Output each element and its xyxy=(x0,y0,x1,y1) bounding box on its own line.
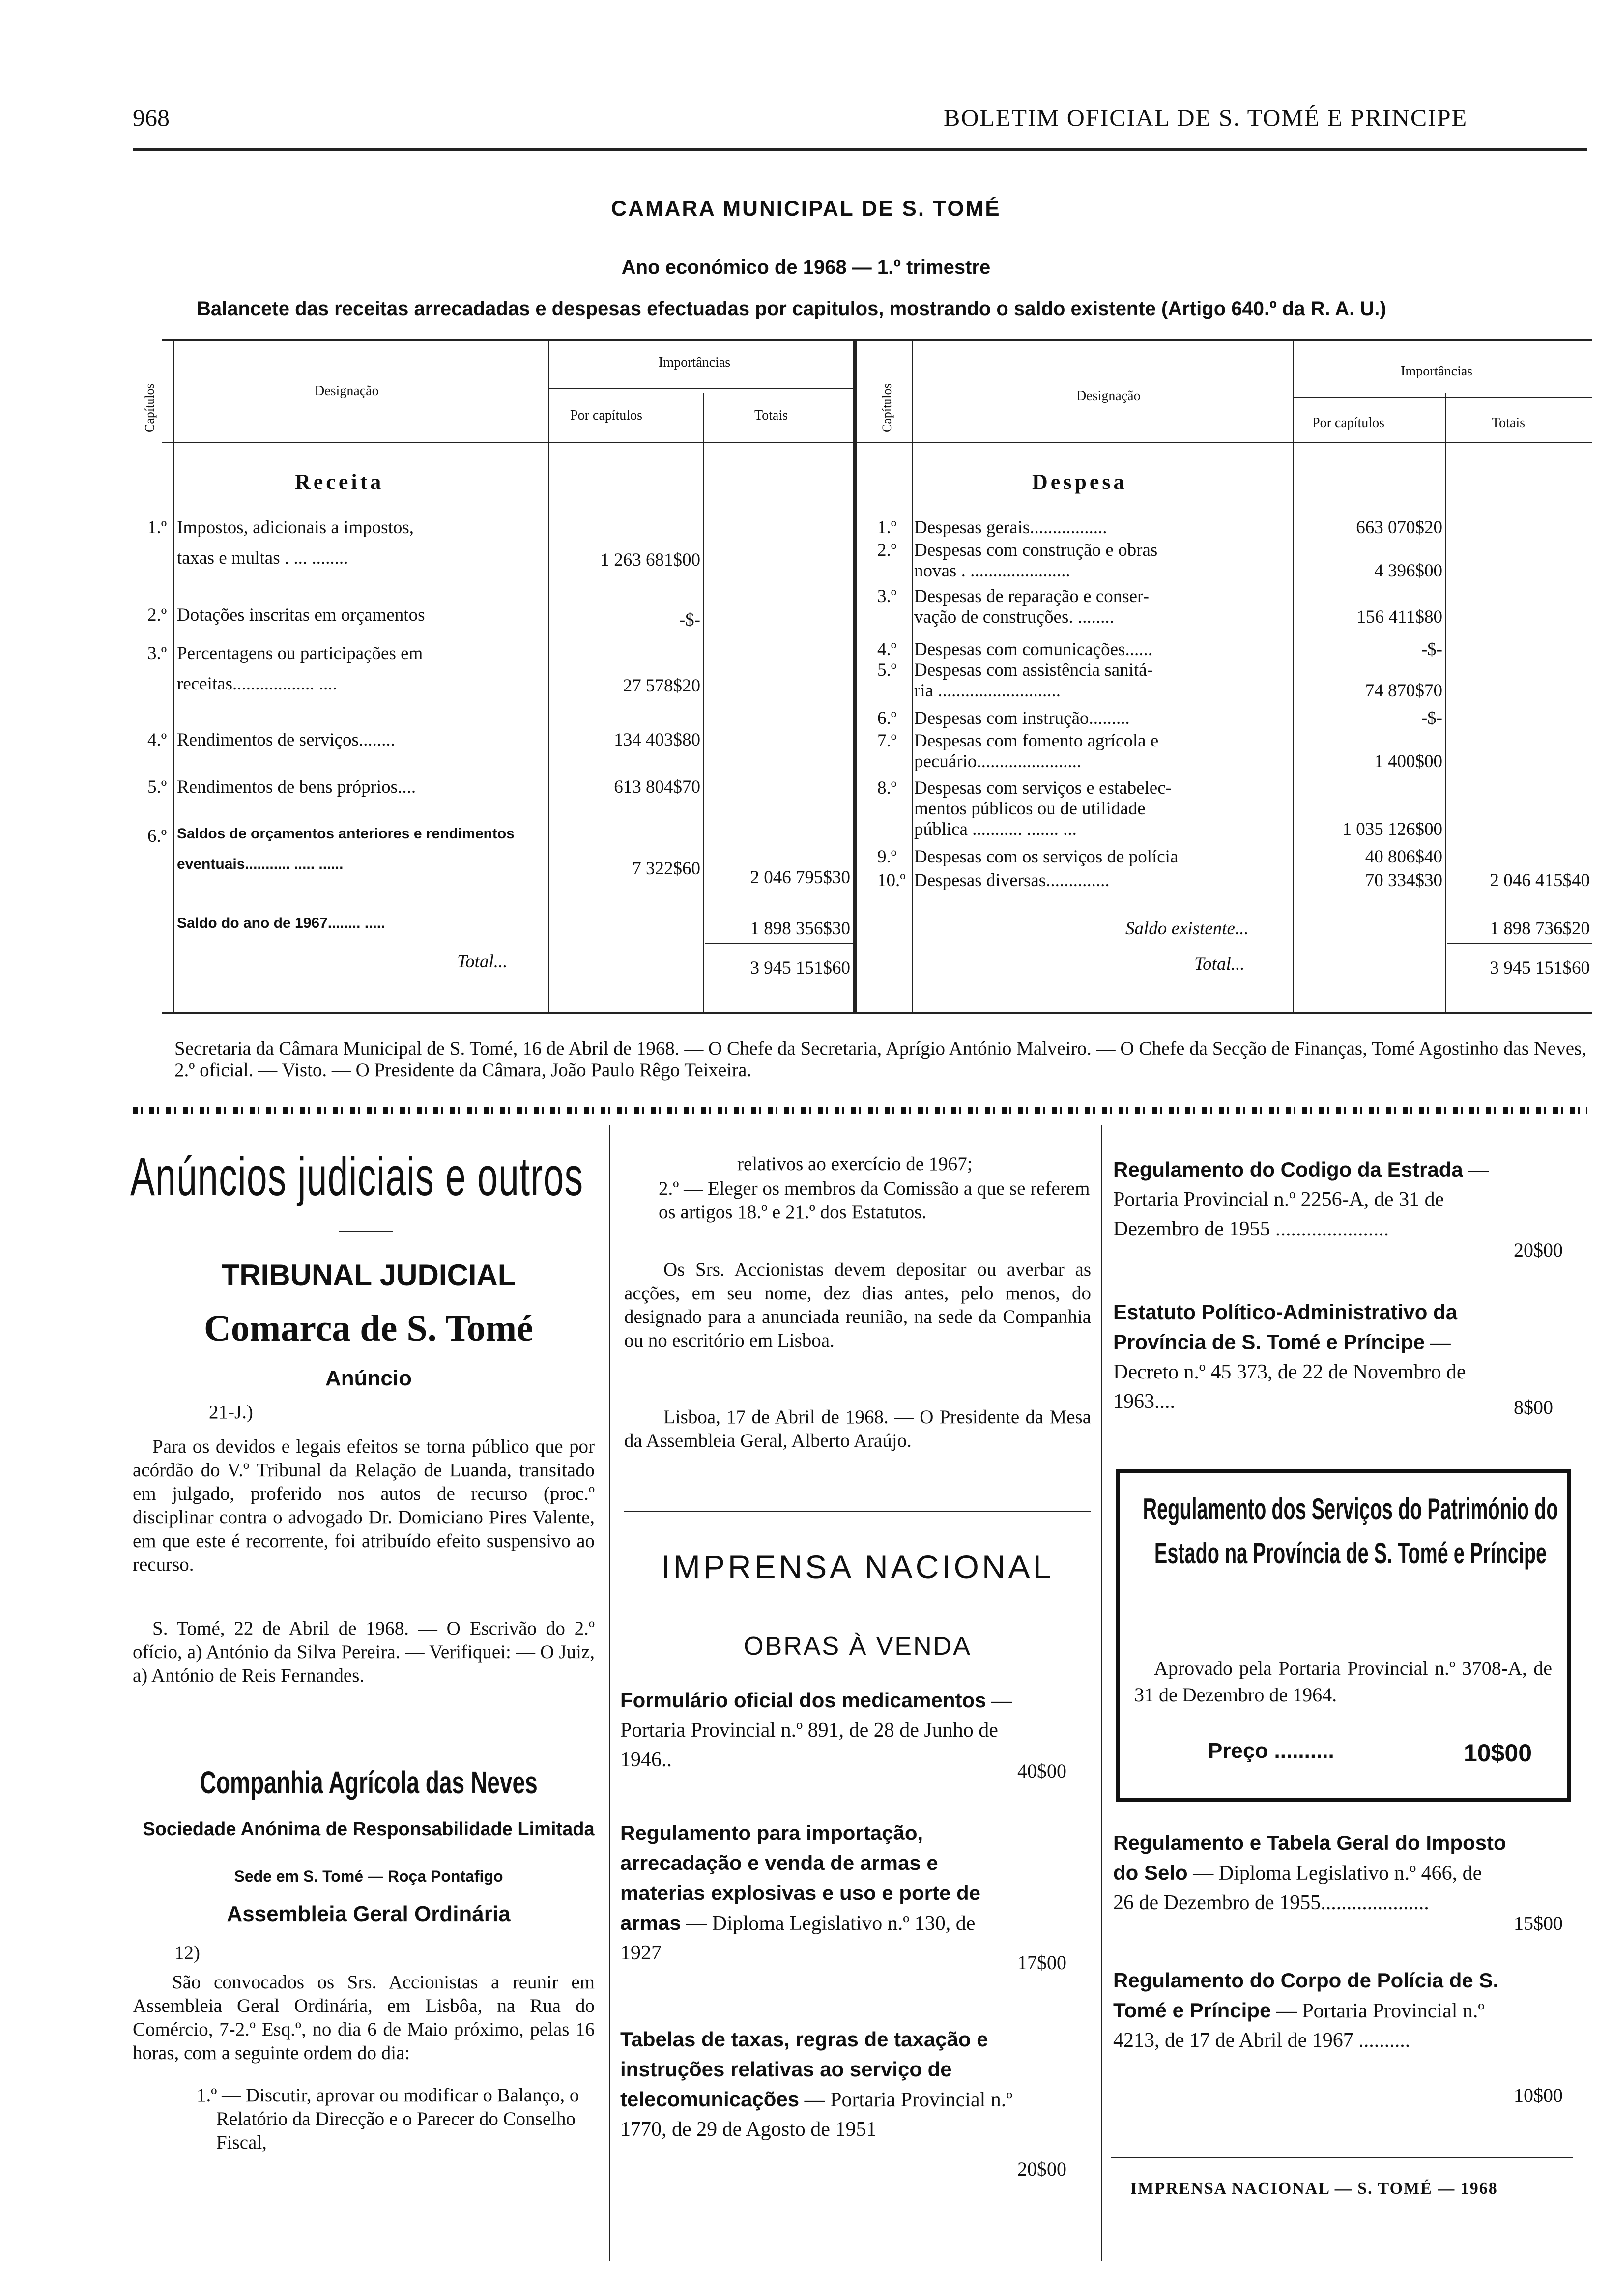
row-description: eventuais........... ..... ...... xyxy=(177,856,344,872)
catalog-item xyxy=(1113,1966,1506,2055)
col-sep xyxy=(703,393,704,1012)
row-description: Despesas com fomento agrícola e xyxy=(914,731,1159,751)
receita-saldo-label: Saldo do ano de 1967........ ..... xyxy=(177,915,385,931)
row-por-capitulos: -$- xyxy=(1421,639,1442,660)
imprint-line: IMPRENSA NACIONAL — S. TOMÉ — 1968 xyxy=(1130,2180,1498,2198)
anuncio-text: Para os devidos e legais efeitos se torna público que por acórdão do V.º Tribunal da Relação de Luanda, transitado em julgado, proferido nos autos de recurso (proc.º disciplinar contra o advogado Dr. Domiciano Pires Valente, em que este é recorrente, foi atribuído efeito suspensivo ao recurso. xyxy=(133,1436,595,1575)
row-description: Despesas de reparação e conser- xyxy=(914,586,1149,606)
row-por-capitulos: 27 578$20 xyxy=(623,676,700,696)
th-totais: Totais xyxy=(754,408,788,423)
assembly-text: São convocados os Srs. Accionistas a reunir em Assembleia Geral Ordinária, em Lisbôa, na Rua do Comércio, 7-2.º Esq.º, no dia 6 de Maio próximo, pelas 16 horas, com a seguinte ordem do dia: xyxy=(133,1972,595,2064)
anuncio-sign: S. Tomé, 22 de Abril de 1968. — O Escrivão do 2.º ofício, a) António da Silva Pereira. — Verifiquei: — O Juiz, a) António de Reis Fernandes. xyxy=(133,1618,595,1686)
row-number: 3.º xyxy=(877,586,897,606)
catalog-item xyxy=(1113,1155,1506,1244)
ornament-divider xyxy=(133,1107,1587,1114)
row-description: Rendimentos de serviços........ xyxy=(177,730,395,750)
catalog-item-price: 20$00 xyxy=(1017,2158,1066,2180)
row-por-capitulos: 40 806$40 xyxy=(1365,847,1442,867)
row-por-capitulos: 134 403$80 xyxy=(614,730,700,750)
row-number: 10.º xyxy=(877,870,906,890)
column-divider xyxy=(1101,1125,1102,2261)
row-totais: 2 046 795$30 xyxy=(750,867,850,888)
catalog-item-title: Regulamento para importação, arrecadação e venda de armas e materias explosivas e uso e porte de armas xyxy=(620,1821,980,1934)
catalog-item-title: Regulamento do Codigo da Estrada xyxy=(1113,1158,1463,1181)
row-por-capitulos: 4 396$00 xyxy=(1374,561,1442,581)
row-por-capitulos: 156 411$80 xyxy=(1356,607,1442,627)
section-subtitle: Ano económico de 1968 — 1.º trimestre xyxy=(621,257,991,278)
assembly-heading: Assembleia Geral Ordinária xyxy=(227,1902,511,1926)
company-type: Sociedade Anónima de Responsabilidade Limitada xyxy=(143,1819,595,1839)
th-importancias: Importâncias xyxy=(1401,364,1473,379)
row-por-capitulos: 7 322$60 xyxy=(632,859,700,879)
row-number: 4.º xyxy=(877,639,897,660)
row-por-capitulos: 1 035 126$00 xyxy=(1342,819,1442,839)
receita-heading: Receita xyxy=(295,470,384,494)
row-por-capitulos: 70 334$30 xyxy=(1365,870,1442,890)
row-number: 8.º xyxy=(877,778,897,798)
row-number: 5.º xyxy=(877,660,897,680)
row-totais: 2 046 415$40 xyxy=(1490,870,1590,890)
th-por-capitulos: Por capítulos xyxy=(1312,415,1384,430)
row-sep xyxy=(548,388,853,389)
row-description: ria ........................... xyxy=(914,681,1061,701)
table-bottom-rule xyxy=(162,1012,1592,1014)
catalog-item-title: Tabelas de taxas, regras de taxação e instruções relativas ao serviço de telecomunicações xyxy=(620,2028,988,2111)
catalog-item-text: — Diploma Legislativo n.º 130, de 1927 xyxy=(620,1912,976,1964)
catalog-item xyxy=(1113,1297,1506,1416)
th-por-capitulos: Por capítulos xyxy=(570,408,642,423)
col-sep xyxy=(173,341,174,1012)
row-number: 6.º xyxy=(877,708,897,728)
row-description: Despesas com comunicações...... xyxy=(914,639,1152,660)
table-center-divider xyxy=(853,339,857,1012)
catalog-item-text: — Portaria Provincial n.º 4213, de 17 de Abril de 1967 .......... xyxy=(1113,2000,1485,2052)
catalog-item xyxy=(620,1686,1013,1775)
th-importancias: Importâncias xyxy=(659,355,731,370)
comarca-heading: Comarca de S. Tomé xyxy=(204,1308,533,1349)
row-description: Despesas com instrução......... xyxy=(914,708,1130,728)
row-description: Despesas com serviços e estabelec- xyxy=(914,778,1172,798)
receita-total-label: Total... xyxy=(457,951,508,972)
catalog-item-text: — Decreto n.º 45 373, de 22 de Novembro de 1963.... xyxy=(1113,1331,1466,1413)
publication-title: BOLETIM OFICIAL DE S. TOMÉ E PRINCIPE xyxy=(944,104,1468,131)
row-description: Impostos, adicionais a impostos, xyxy=(177,517,414,538)
short-rule xyxy=(339,1231,393,1232)
assembly-sign: Lisboa, 17 de Abril de 1968. — O Presidente da Mesa da Assembleia Geral, Alberto Araújo. xyxy=(624,1406,1091,1451)
advert-box-price-label: Preço .......... xyxy=(1208,1739,1334,1763)
agenda-continuation: relativos ao exercício de 1967; xyxy=(737,1153,973,1175)
catalog-item-price: 8$00 xyxy=(1514,1396,1553,1418)
catalog-item-price: 10$00 xyxy=(1514,2084,1563,2106)
row-description: pública ........... ....... ... xyxy=(914,819,1077,839)
advert-box-text: Aprovado pela Portaria Provincial n.º 3708-A, de 31 de Dezembro de 1964. xyxy=(1134,1657,1552,1706)
despesa-saldo-label: Saldo existente... xyxy=(1125,918,1249,939)
anuncio-heading: Anúncio xyxy=(325,1366,412,1390)
row-sep xyxy=(1293,397,1592,398)
catalog-item-title: Formulário oficial dos medicamentos xyxy=(620,1689,986,1712)
agenda-item-1: 1.º — Discutir, aprovar ou modificar o Balanço, o Relatório da Direcção e o Parecer do Conselho Fiscal, xyxy=(197,2085,579,2153)
column-divider xyxy=(609,1125,610,2261)
row-description: receitas.................. .... xyxy=(177,674,337,694)
th-totais: Totais xyxy=(1492,415,1526,430)
header-rule xyxy=(133,148,1587,151)
company-seat: Sede em S. Tomé — Roça Pontafigo xyxy=(234,1867,503,1885)
table-top-rule xyxy=(162,339,1592,341)
row-description: Despesas gerais................. xyxy=(914,517,1107,538)
row-number: 1.º xyxy=(147,517,167,538)
row-number: 2.º xyxy=(877,540,897,560)
company-name xyxy=(133,1764,604,1801)
row-number: 9.º xyxy=(877,847,897,867)
row-number: 6.º xyxy=(147,826,167,846)
row-number: 7.º xyxy=(877,731,897,751)
row-por-capitulos: 1 263 681$00 xyxy=(600,550,700,570)
section-description: Balancete das receitas arrecadadas e despesas efectuadas por capitulos, mostrando o saldo existente (Artigo 640.º da R. A. U.) xyxy=(197,298,1386,319)
col-sep xyxy=(1445,393,1446,1012)
row-por-capitulos: -$- xyxy=(679,610,700,630)
obras-heading: OBRAS À VENDA xyxy=(744,1632,972,1661)
catalog-item xyxy=(620,2025,1013,2144)
row-description: Saldos de orçamentos anteriores e rendimentos xyxy=(177,826,515,842)
catalog-item-price: 17$00 xyxy=(1017,1952,1066,1974)
row-por-capitulos: 663 070$20 xyxy=(1356,517,1442,538)
imprensa-heading: IMPRENSA NACIONAL xyxy=(661,1549,1054,1585)
catalog-item-price: 40$00 xyxy=(1017,1760,1066,1782)
row-description: novas . ...................... xyxy=(914,561,1070,581)
row-description: vação de construções. ........ xyxy=(914,607,1114,627)
catalog-item-text: — Portaria Provincial n.º 891, de 28 de Junho de 1946.. xyxy=(620,1690,1012,1771)
catalog-item-text: — Portaria Provincial n.º 1770, de 29 de Agosto de 1951 xyxy=(620,2089,1013,2141)
row-description: Dotações inscritas em orçamentos xyxy=(177,605,425,625)
row-number: 1.º xyxy=(877,517,897,538)
despesa-heading: Despesa xyxy=(1032,470,1127,494)
th-capitulos: Capítulos xyxy=(880,383,894,432)
row-description: Rendimentos de bens próprios.... xyxy=(177,777,416,797)
row-por-capitulos: 1 400$00 xyxy=(1374,751,1442,772)
receita-saldo-value: 1 898 356$30 xyxy=(750,918,850,939)
catalog-item-price: 15$00 xyxy=(1514,1912,1563,1934)
row-number: 2.º xyxy=(147,605,167,625)
row-por-capitulos: -$- xyxy=(1421,708,1442,728)
th-designacao: Designação xyxy=(315,383,379,399)
despesa-total-label: Total... xyxy=(1194,954,1245,974)
catalog-item xyxy=(620,1818,1013,1968)
deposit-text: Os Srs. Accionistas devem depositar ou averbar as acções, em seu nome, dez dias antes, pelo menos, do designado para a anunciada reunião, na sede da Companhia ou no escritório em Lisboa. xyxy=(624,1259,1091,1351)
catalog-item-text: — Diploma Legislativo n.º 466, de 26 de Dezembro de 1955..................... xyxy=(1113,1862,1482,1914)
balance-footnote: Secretaria da Câmara Municipal de S. Tomé, 16 de Abril de 1968. — O Chefe da Secretaria, Aprígio António Malveiro. — O Chefe da Secção de Finanças, Tomé Agostinho das Neves, 2.º oficial. — Visto. — O Presidente da Câmara, João Paulo Rêgo Teixeira. xyxy=(174,1038,1586,1081)
total-rule xyxy=(705,943,853,944)
catalog-item-title: Estatuto Político-Administrativo da Província de S. Tomé e Príncipe xyxy=(1113,1300,1458,1353)
catalog-item-title: Regulamento e Tabela Geral do Imposto do Selo xyxy=(1113,1831,1506,1884)
column-rule xyxy=(624,1511,1091,1512)
advert-box-price: 10$00 xyxy=(1464,1739,1532,1767)
row-description: Percentagens ou participações em xyxy=(177,643,423,663)
advert-box xyxy=(1116,1469,1571,1802)
catalog-item-price: 20$00 xyxy=(1514,1239,1563,1261)
receita-total-value: 3 945 151$60 xyxy=(750,958,850,978)
row-number: 3.º xyxy=(147,643,167,663)
column-rule xyxy=(1111,2157,1573,2158)
agenda-item-2: 2.º — Eleger os membros da Comissão a que se referem os artigos 18.º e 21.º dos Estatutos. xyxy=(659,1178,1090,1223)
col-sep xyxy=(1293,341,1294,1012)
row-description: Despesas com construção e obras xyxy=(914,540,1158,560)
col-sep xyxy=(912,341,913,1012)
catalog-item-title: Regulamento do Corpo de Polícia de S. Tomé e Príncipe xyxy=(1113,1969,1499,2022)
despesa-total-value: 3 945 151$60 xyxy=(1490,958,1590,978)
section-heading-anuncios: Anúncios judiciais e outros xyxy=(130,1147,584,1207)
row-por-capitulos: 613 804$70 xyxy=(614,777,700,797)
table-header-rule xyxy=(162,442,1592,443)
catalog-item xyxy=(1113,1828,1506,1918)
row-number: 5.º xyxy=(147,777,167,797)
row-number: 4.º xyxy=(147,730,167,750)
total-rule xyxy=(1447,943,1592,944)
row-description: Despesas diversas.............. xyxy=(914,870,1110,890)
th-capitulos: Capítulos xyxy=(143,383,157,432)
row-description: Despesas com os serviços de polícia xyxy=(914,847,1179,867)
page-number: 968 xyxy=(133,104,170,131)
row-description: mentos públicos ou de utilidade xyxy=(914,799,1146,819)
tribunal-heading: TRIBUNAL JUDICIAL xyxy=(221,1259,516,1292)
advert-box-title: Regulamento dos Serviços do Património do Estado na Província de S. Tomé e Príncipe xyxy=(1143,1492,1558,1570)
company-name-text: Companhia Agrícola das Neves xyxy=(200,1765,538,1800)
row-description: taxas e multas . ... ........ xyxy=(177,548,348,568)
col-sep xyxy=(548,341,549,1012)
ref-number: 21-J.) xyxy=(209,1402,253,1423)
row-por-capitulos: 74 870$70 xyxy=(1365,681,1442,701)
row-description: Despesas com assistência sanitá- xyxy=(914,660,1153,680)
catalog-item-text: — Portaria Provincial n.º 2256-A, de 31 de Dezembro de 1955 ...................... xyxy=(1113,1159,1489,1240)
section-title: CAMARA MUNICIPAL DE S. TOMÉ xyxy=(611,197,1001,221)
despesa-saldo-value: 1 898 736$20 xyxy=(1490,918,1590,939)
ref-number: 12) xyxy=(174,1942,200,1963)
th-designacao: Designação xyxy=(1076,388,1141,403)
row-description: pecuário....................... xyxy=(914,751,1082,772)
